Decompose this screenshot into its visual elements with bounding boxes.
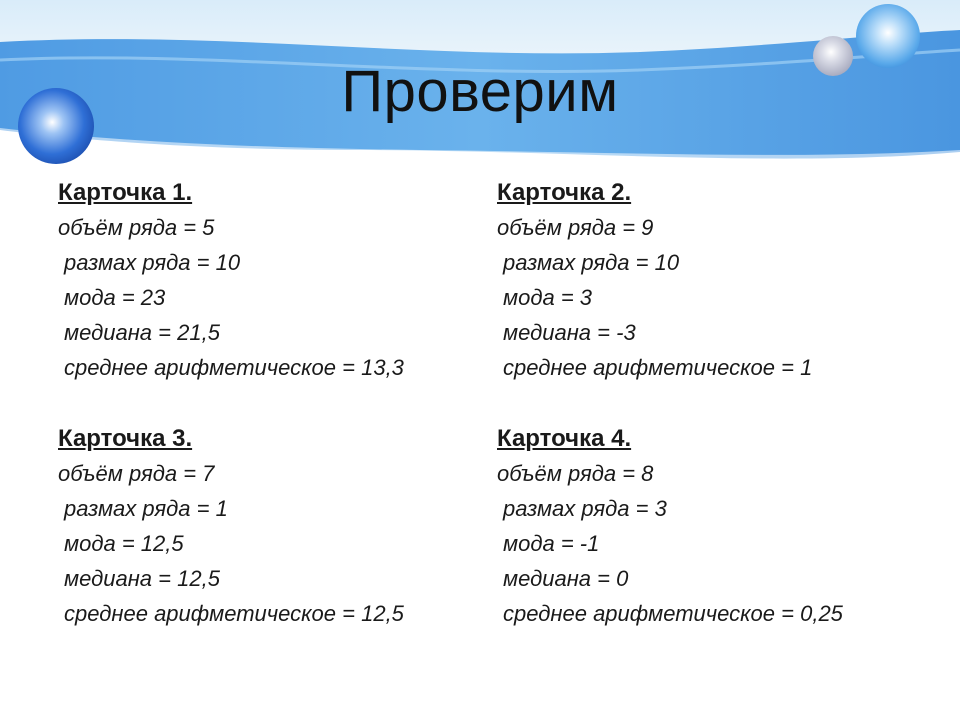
series-median: медиана = 0 [503,566,629,591]
series-mode: мода = -1 [503,531,600,556]
series-range: размах ряда = 10 [503,250,680,275]
series-median: медиана = -3 [503,320,636,345]
card-4 [497,422,917,631]
card-1 [58,176,478,385]
series-median: медиана = 12,5 [64,566,220,591]
series-size: объём ряда = 7 [58,461,215,486]
series-mode: мода = 12,5 [64,531,184,556]
series-mean: среднее арифметическое = 13,3 [64,355,404,380]
series-mean: среднее арифметическое = 0,25 [503,601,843,626]
series-range: размах ряда = 10 [64,250,241,275]
series-mode: мода = 23 [64,285,166,310]
card-title: Карточка 2. [497,179,632,206]
series-size: объём ряда = 5 [58,215,215,240]
slide-title: Проверим [341,59,619,124]
card-3 [58,422,478,631]
card-2 [497,176,917,385]
series-range: размах ряда = 3 [503,496,667,521]
series-mean: среднее арифметическое = 1 [503,355,813,380]
series-mode: мода = 3 [503,285,593,310]
card-title: Карточка 4. [497,425,632,452]
series-median: медиана = 21,5 [64,320,220,345]
series-size: объём ряда = 9 [497,215,654,240]
card-title: Карточка 1. [58,179,193,206]
card-title: Карточка 3. [58,425,193,452]
series-range: размах ряда = 1 [64,496,228,521]
series-size: объём ряда = 8 [497,461,654,486]
series-mean: среднее арифметическое = 12,5 [64,601,404,626]
